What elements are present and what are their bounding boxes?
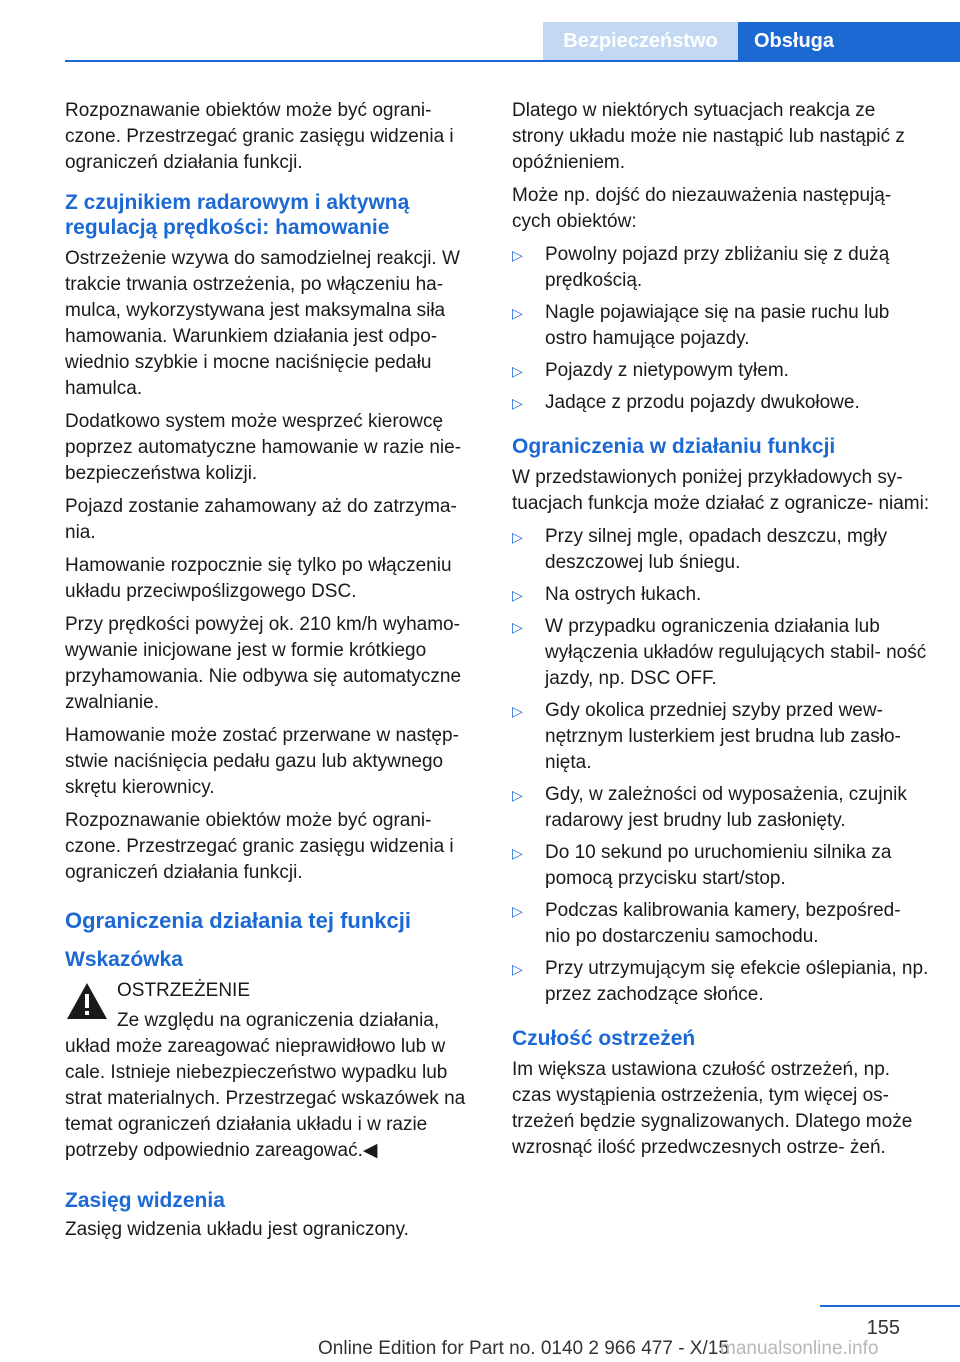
- header-chapter-tab: Obsługa: [738, 22, 960, 60]
- list-item-text: W przypadku ograniczenia działania lub wyłączenia układów regulujących stabil‐ ność jazdy, np. DSC OFF.: [545, 616, 927, 689]
- list-item-text: Na ostrych łukach.: [545, 584, 702, 605]
- heading-range: Zasięg widzenia: [65, 1189, 225, 1212]
- warning-title: OSTRZEŻENIE: [117, 980, 251, 1001]
- bullet-icon: ▷: [512, 619, 523, 635]
- bullet-icon: ▷: [512, 305, 523, 321]
- list-item: [512, 840, 930, 892]
- object-list: [512, 242, 930, 416]
- paragraph: Hamowanie może zostać przerwane w następ‐ stwie naciśnięcia pedału gazu lub aktywnego skrętu kierownicy.: [65, 725, 459, 798]
- heading-function-restrictions: Ograniczenia w działaniu funkcji: [512, 435, 836, 458]
- warning-first-line: Ze względu na ograniczenia działania,: [117, 1010, 440, 1031]
- edition-note: Online Edition for Part no. 0140 2 966 477 - X/15: [318, 1338, 729, 1359]
- list-item-text: Powolny pojazd przy zbliżaniu się z dużą prędkością.: [545, 244, 890, 291]
- paragraph: Pojazd zostanie zahamowany aż do zatrzyma‐ nia.: [65, 496, 457, 543]
- heading-note: Wskazówka: [65, 948, 183, 971]
- page-number: 155: [866, 1317, 900, 1339]
- list-item: [512, 524, 930, 576]
- bullet-icon: ▷: [512, 395, 523, 411]
- list-item: [512, 390, 930, 416]
- header-rule: [65, 60, 960, 62]
- list-item-text: Pojazdy z nietypowym tyłem.: [545, 360, 789, 381]
- list-item: [512, 698, 930, 776]
- left-column: [65, 98, 483, 1250]
- list-item-text: Jadące z przodu pojazdy dwukołowe.: [545, 392, 860, 413]
- right-column: [512, 98, 930, 1168]
- list-item: [512, 358, 930, 384]
- list-item-text: Przy utrzymującym się efekcie oślepiania, np. przez zachodzące słońce.: [545, 958, 929, 1005]
- list-item: [512, 898, 930, 950]
- paragraph: Zasięg widzenia układu jest ograniczony.: [65, 1219, 409, 1240]
- list-item: [512, 614, 930, 692]
- bullet-icon: ▷: [512, 961, 523, 977]
- paragraph: Dodatkowo system może wesprzeć kierowcę poprzez automatyczne hamowanie w razie nie‐ bezpieczeństwa kolizji.: [65, 411, 462, 484]
- list-item-text: Gdy, w zależności od wyposażenia, czujnik radarowy jest brudny lub zasłonięty.: [545, 784, 907, 831]
- paragraph: Ostrzeżenie wzywa do samodzielnej reakcji. W trakcie trwania ostrzeżenia, po włączeniu ha‐ mulca, wykorzystywana jest maksymalna siła hamowania. Warunkiem działania jest odpo‐ wiednio szybkie i mocne naciśnięcie pedału hamulca.: [65, 248, 460, 399]
- list-item: [512, 242, 930, 294]
- list-item-text: Nagle pojawiające się na pasie ruchu lub ostro hamujące pojazdy.: [545, 302, 890, 349]
- footer-rule: [820, 1305, 960, 1307]
- paragraph: W przedstawionych poniżej przykładowych sy‐ tuacjach funkcja może działać z ogranicze‐ niami:: [512, 467, 930, 514]
- list-item-text: Gdy okolica przedniej szyby przed wew‐ nętrznym lusterkiem jest brudna lub zasło‐ nięta.: [545, 700, 901, 773]
- list-item: [512, 300, 930, 352]
- list-item-text: Przy silnej mgle, opadach deszczu, mgły deszczowej lub śniegu.: [545, 526, 888, 573]
- list-item-text: Podczas kalibrowania kamery, bezpośred‐ nio po dostarczeniu samochodu.: [545, 900, 901, 947]
- header-section-tab: Bezpieczeństwo: [543, 22, 738, 60]
- warning-block: [65, 978, 483, 1164]
- bullet-icon: ▷: [512, 703, 523, 719]
- bullet-icon: ▷: [512, 787, 523, 803]
- bullet-icon: ▷: [512, 587, 523, 603]
- condition-list: [512, 524, 930, 1008]
- bullet-icon: ▷: [512, 845, 523, 861]
- paragraph: Rozpoznawanie obiektów może być ograni‐ czone. Przestrzegać granic zasięgu widzenia i ograniczeń działania funkcji.: [65, 810, 454, 883]
- heading-warning-sensitivity: Czułość ostrzeżeń: [512, 1027, 696, 1050]
- list-item-text: Do 10 sekund po uruchomieniu silnika za pomocą przycisku start/stop.: [545, 842, 892, 889]
- list-item: [512, 582, 930, 608]
- watermark: manualsonline.info: [720, 1338, 879, 1359]
- bullet-icon: ▷: [512, 903, 523, 919]
- bullet-icon: ▷: [512, 529, 523, 545]
- paragraph: Może np. dojść do niezauważenia następują‐ cych obiektów:: [512, 185, 892, 232]
- list-item: [512, 782, 930, 834]
- paragraph: Przy prędkości powyżej ok. 210 km/h wyhamo‐ wywanie inicjowane jest w formie krótkiego przyhamowania. Nie odbywa się automatyczne zwalnianie.: [65, 614, 462, 713]
- warning-triangle-icon: [65, 981, 109, 1021]
- list-item: [512, 956, 930, 1008]
- warning-text: układ może zareagować nieprawidłowo lub w cale. Istnieje niebezpieczeństwo wypadku lub strat materialnych. Przestrzegać wskazówek na temat ograniczeń działania układu i w razie potrzeby odpowiednio zareagować.◀: [65, 1036, 466, 1161]
- paragraph: Hamowanie rozpocznie się tylko po włączeniu układu przeciwpoślizgowego DSC.: [65, 555, 452, 602]
- paragraph: Rozpoznawanie obiektów może być ograni‐ czone. Przestrzegać granic zasięgu widzenia i ograniczeń działania funkcji.: [65, 100, 454, 173]
- heading-radar-braking: Z czujnikiem radarowym i aktywną regulacją prędkości: hamowanie: [65, 191, 410, 239]
- paragraph: Im większa ustawiona czułość ostrzeżeń, np. czas wystąpienia ostrzeżenia, tym więcej os‐ trzeżeń będzie sygnalizowanych. Dlatego może wzrosnąć ilość przedwczesnych ostrze‐ żeń.: [512, 1059, 913, 1158]
- heading-function-limits: Ograniczenia działania tej funkcji: [65, 908, 411, 933]
- bullet-icon: ▷: [512, 247, 523, 263]
- paragraph: Dlatego w niektórych sytuacjach reakcja ze strony układu może nie nastąpić lub nastąpić z opóźnieniem.: [512, 100, 905, 173]
- bullet-icon: ▷: [512, 363, 523, 379]
